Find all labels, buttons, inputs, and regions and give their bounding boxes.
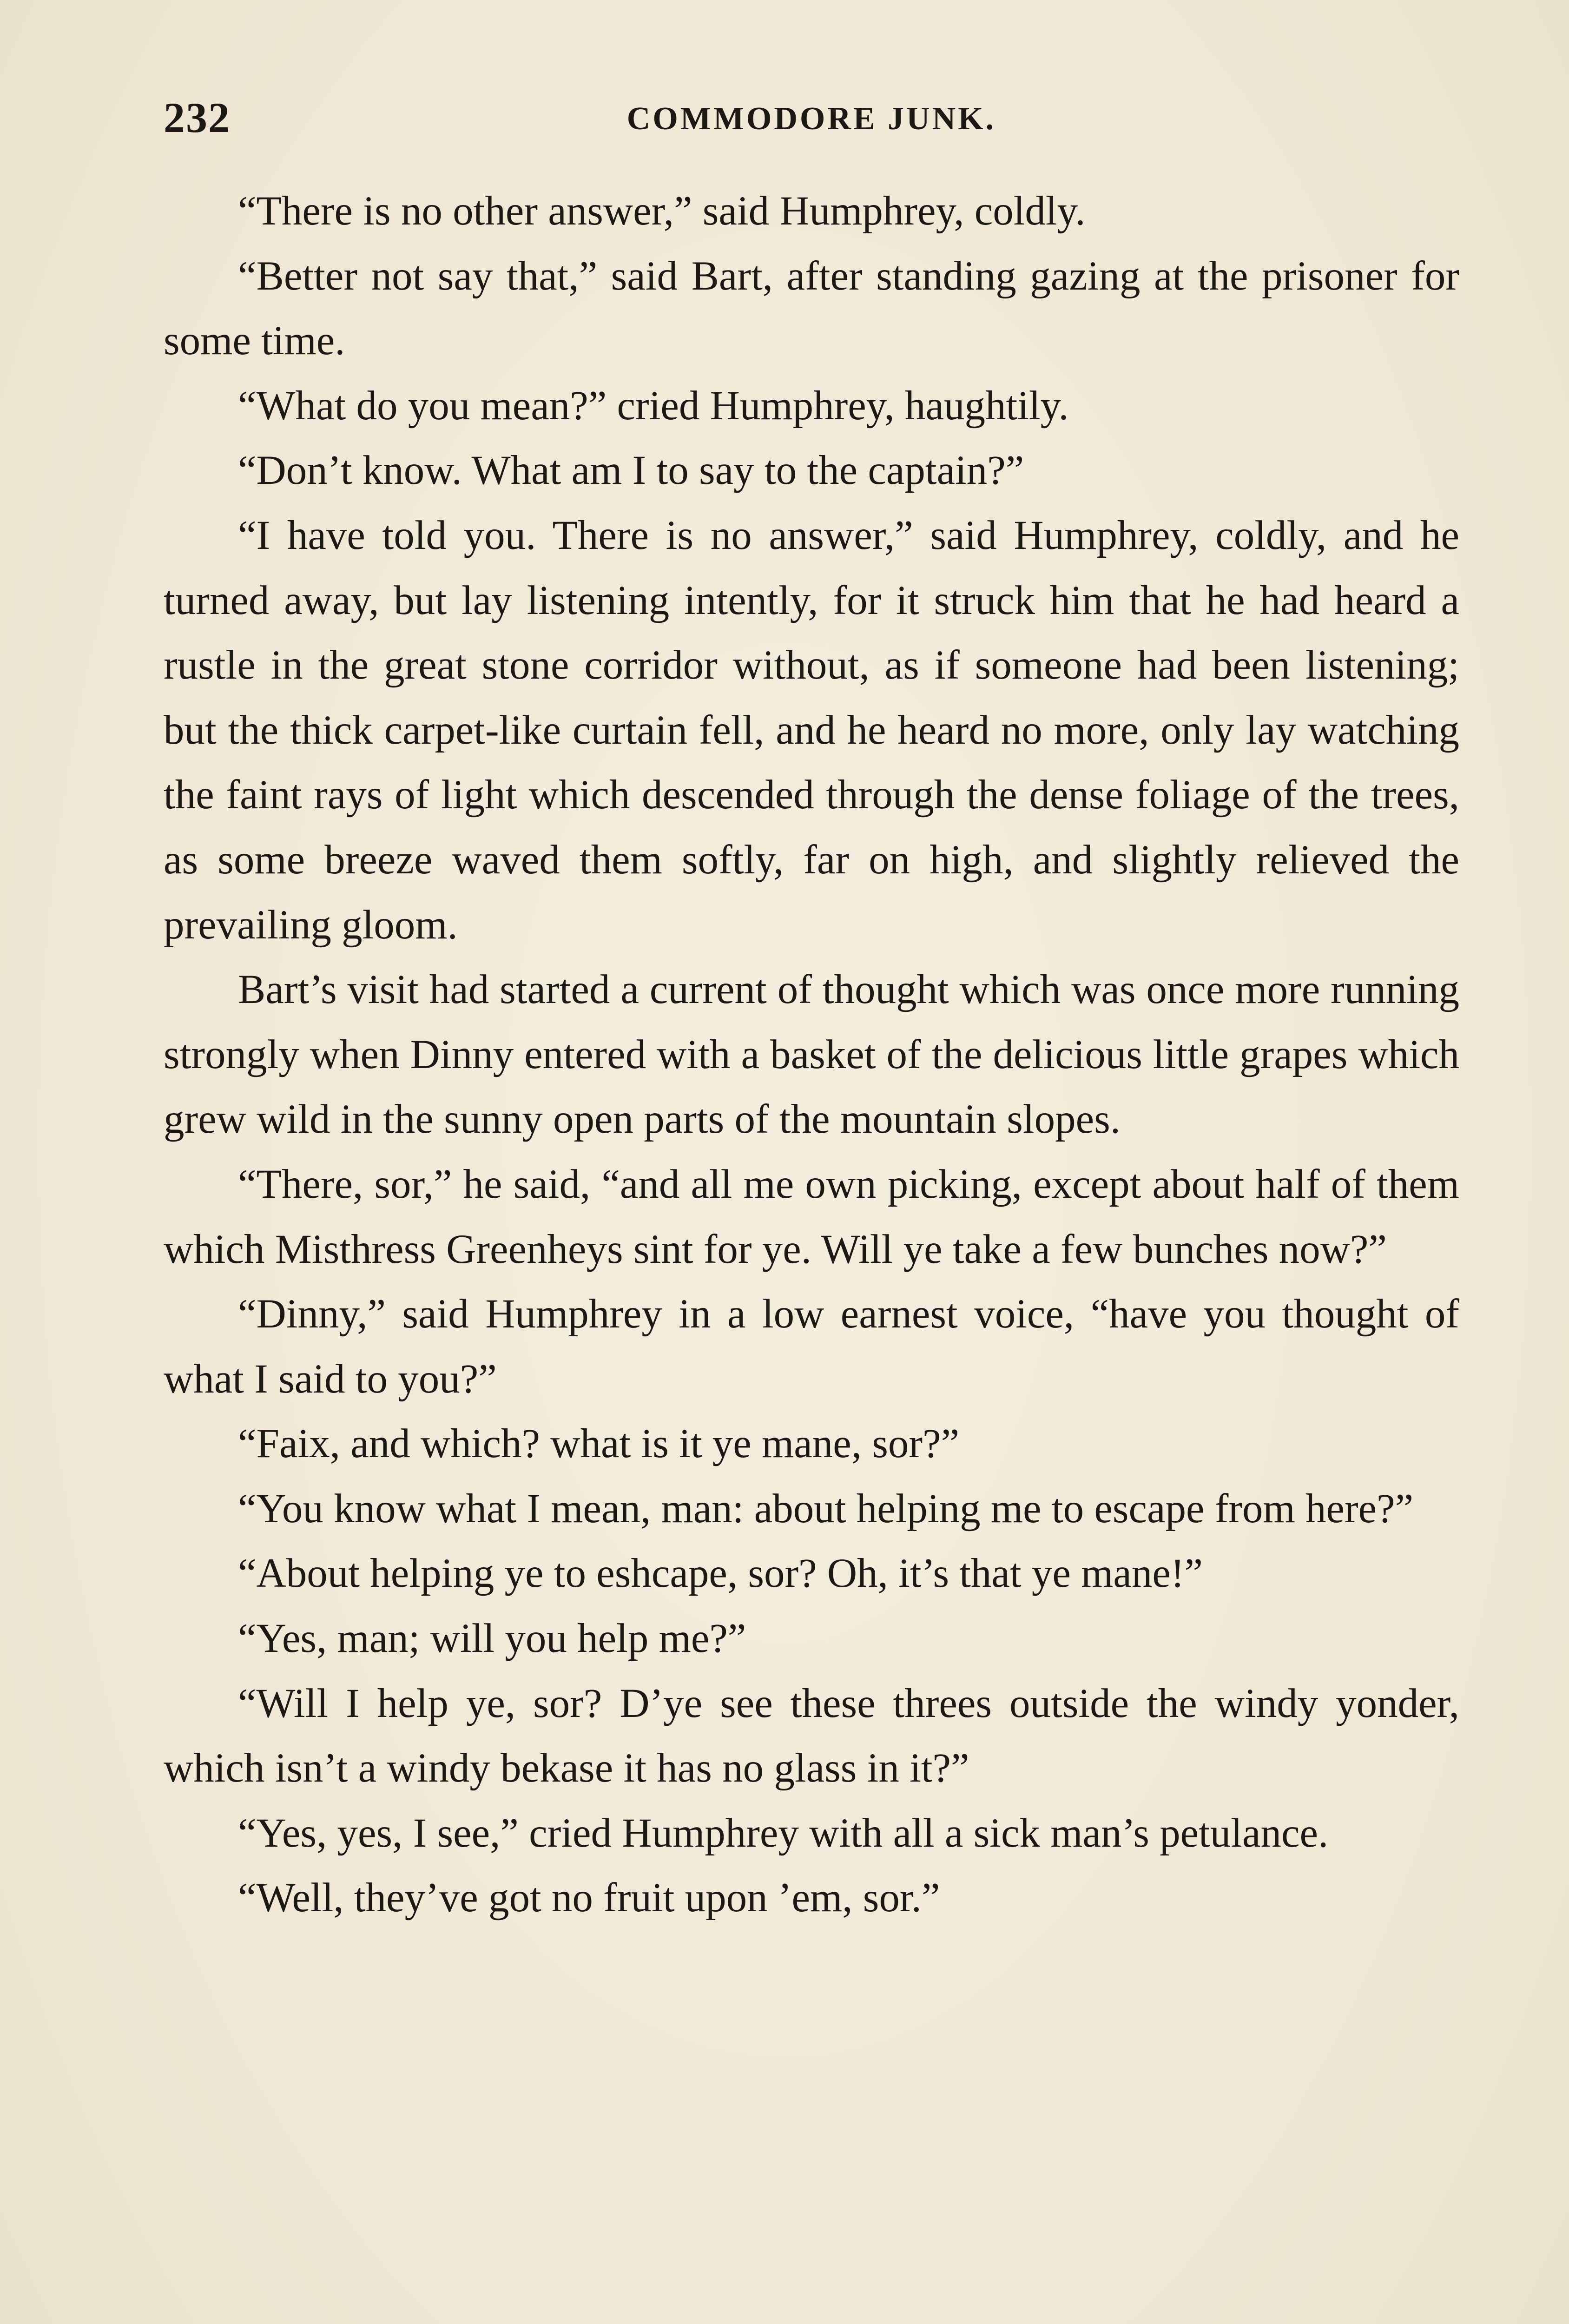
paragraph: “You know what I mean, man: about helping me to escape from here?” — [238, 1486, 1414, 1532]
paragraph: “There, sor,” he said, “and all me own picking, except about half of them which Misthress Greenheys sint for ye. Will ye take a few bunches now?” — [164, 1161, 1459, 1272]
paragraph: “I have told you. There is no answer,” said Humphrey, coldly, and he turned away, but lay listening intently, for it struck him that he had heard a rustle in the great stone corridor without, as if someone had been listening; but the thick carpet-like curtain fell, and he heard no more, only lay watching the faint rays of light which descended through the dense foliage of the trees, as some breeze waved them softly, far on high, and slightly relieved the prevailing gloom. — [164, 512, 1459, 948]
paragraph: “Dinny,” said Humphrey in a low earnest voice, “have you thought of what I said to you?” — [164, 1291, 1459, 1402]
paragraph: “Well, they’ve got no fruit upon ’em, sor.” — [238, 1875, 940, 1921]
paragraph: “Will I help ye, sor? D’ye see these threes outside the windy yonder, which isn’t a windy bekase it has no glass in it?” — [164, 1680, 1459, 1791]
paragraph: Bart’s visit had started a current of thought which was once more running strongly when Dinny entered with a basket of the delicious little grapes which grew wild in the sunny open parts of the mountain slopes. — [164, 967, 1459, 1142]
paragraph: “Don’t know. What am I to say to the captain?” — [238, 448, 1024, 494]
paragraph: “Yes, yes, I see,” cried Humphrey with all a sick man’s petulance. — [238, 1810, 1329, 1856]
paragraph: “Better not say that,” said Bart, after standing gazing at the prisoner for some time. — [164, 253, 1459, 364]
page-number: 232 — [164, 94, 231, 141]
body-text — [164, 179, 1459, 1931]
paragraph: “There is no other answer,” said Humphrey, coldly. — [238, 188, 1086, 234]
paragraph: “Faix, and which? what is it ye mane, sor?” — [238, 1421, 960, 1467]
running-title: COMMODORE JUNK. — [626, 101, 996, 137]
paragraph: “What do you mean?” cried Humphrey, haughtily. — [238, 383, 1069, 429]
running-head — [164, 93, 1459, 158]
paragraph: “About helping ye to eshcape, sor? Oh, it’s that ye mane!” — [238, 1551, 1203, 1597]
paragraph: “Yes, man; will you help me?” — [238, 1616, 746, 1662]
